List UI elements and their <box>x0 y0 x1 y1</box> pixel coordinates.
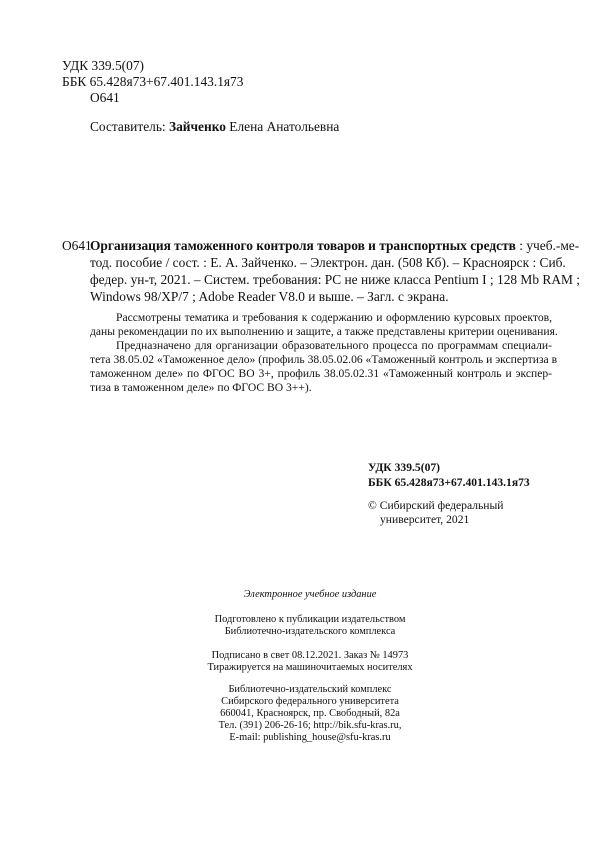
publisher-line-2: Сибирского федерального университета <box>221 696 399 707</box>
abstract-line-2: даны рекомендации по их выполнению и защите, а также представлены критерии оценивания. <box>90 325 558 338</box>
abstract-line-5: таможенном деле» по ФГОС ВО 3+, профиль 38.05.02.31 «Таможенный контроль и экспер- <box>90 367 552 380</box>
publisher-line-1: Библиотечно-издательский комплекс <box>228 684 392 695</box>
entry-author-mark: О641 <box>62 238 92 253</box>
edition-type: Электронное учебное издание <box>243 589 377 600</box>
entry-line-3: федер. ун-т, 2021. – Систем. требования: PC не ниже класса Pentium I ; 128 Mb RAM ; <box>90 272 580 287</box>
copies-line: Тиражируется на машиночитаемых носителях <box>207 662 413 673</box>
prepared-line-2: Библиотечно-издательского комплекса <box>224 626 396 637</box>
prepared-line-1: Подготовлено к публикации издательством <box>214 614 406 625</box>
compiler-surname: Зайченко <box>169 119 226 134</box>
abstract-line-3: Предназначено для организации образовательного процесса по программам специали- <box>116 339 552 352</box>
copyright-line-2: университет, 2021 <box>380 513 470 526</box>
address-line: 660041, Красноярск, пр. Свободный, 82а <box>220 708 400 719</box>
entry-line-1 <box>90 237 580 254</box>
compiler-line <box>90 118 339 135</box>
signed-line: Подписано в свет 08.12.2021. Заказ № 14973 <box>211 650 409 661</box>
entry-title: Организация таможенного контроля товаров и транспортных средств <box>90 238 516 253</box>
bibliographic-entry <box>90 237 580 305</box>
compiler-name: Елена Анатольевна <box>225 119 340 134</box>
abstract <box>90 311 558 395</box>
abstract-line-6: тиза в таможенном деле» по ФГОС ВО 3++). <box>90 381 312 394</box>
email-line: E-mail: publishing_house@sfu-kras.ru <box>229 732 391 743</box>
bbk-code-top: ББК 65.428я73+67.401.143.1я73 <box>62 74 244 89</box>
copyright-line-1: © Сибирский федеральный <box>368 499 504 512</box>
phone-line: Тел. (391) 206-26-16; http://bik.sfu-kras.ru, <box>218 720 402 731</box>
entry-line-2: тод. пособие / сост. : Е. А. Зайченко. – Электрон. дан. (508 Кб). – Красноярск : Сиб. <box>90 255 566 270</box>
udk-code-bottom: УДК 339.5(07) <box>368 461 441 474</box>
abstract-line-4: тета 38.05.02 «Таможенное дело» (профиль 38.05.02.06 «Таможенный контроль и экспертиза в <box>90 353 558 366</box>
compiler-label: Составитель: <box>90 119 170 134</box>
author-mark-top: О641 <box>90 90 120 105</box>
entry-line-1-rest: : учеб.-ме- <box>515 238 580 253</box>
entry-line-4: Windows 98/XP/7 ; Adobe Reader V8.0 и выше. – Загл. с экрана. <box>90 289 449 304</box>
abstract-line-1: Рассмотрены тематика и требования к содержанию и оформлению курсовых проектов, <box>116 311 552 324</box>
bbk-code-bottom: ББК 65.428я73+67.401.143.1я73 <box>368 476 530 489</box>
udk-code-top: УДК 339.5(07) <box>62 58 144 73</box>
